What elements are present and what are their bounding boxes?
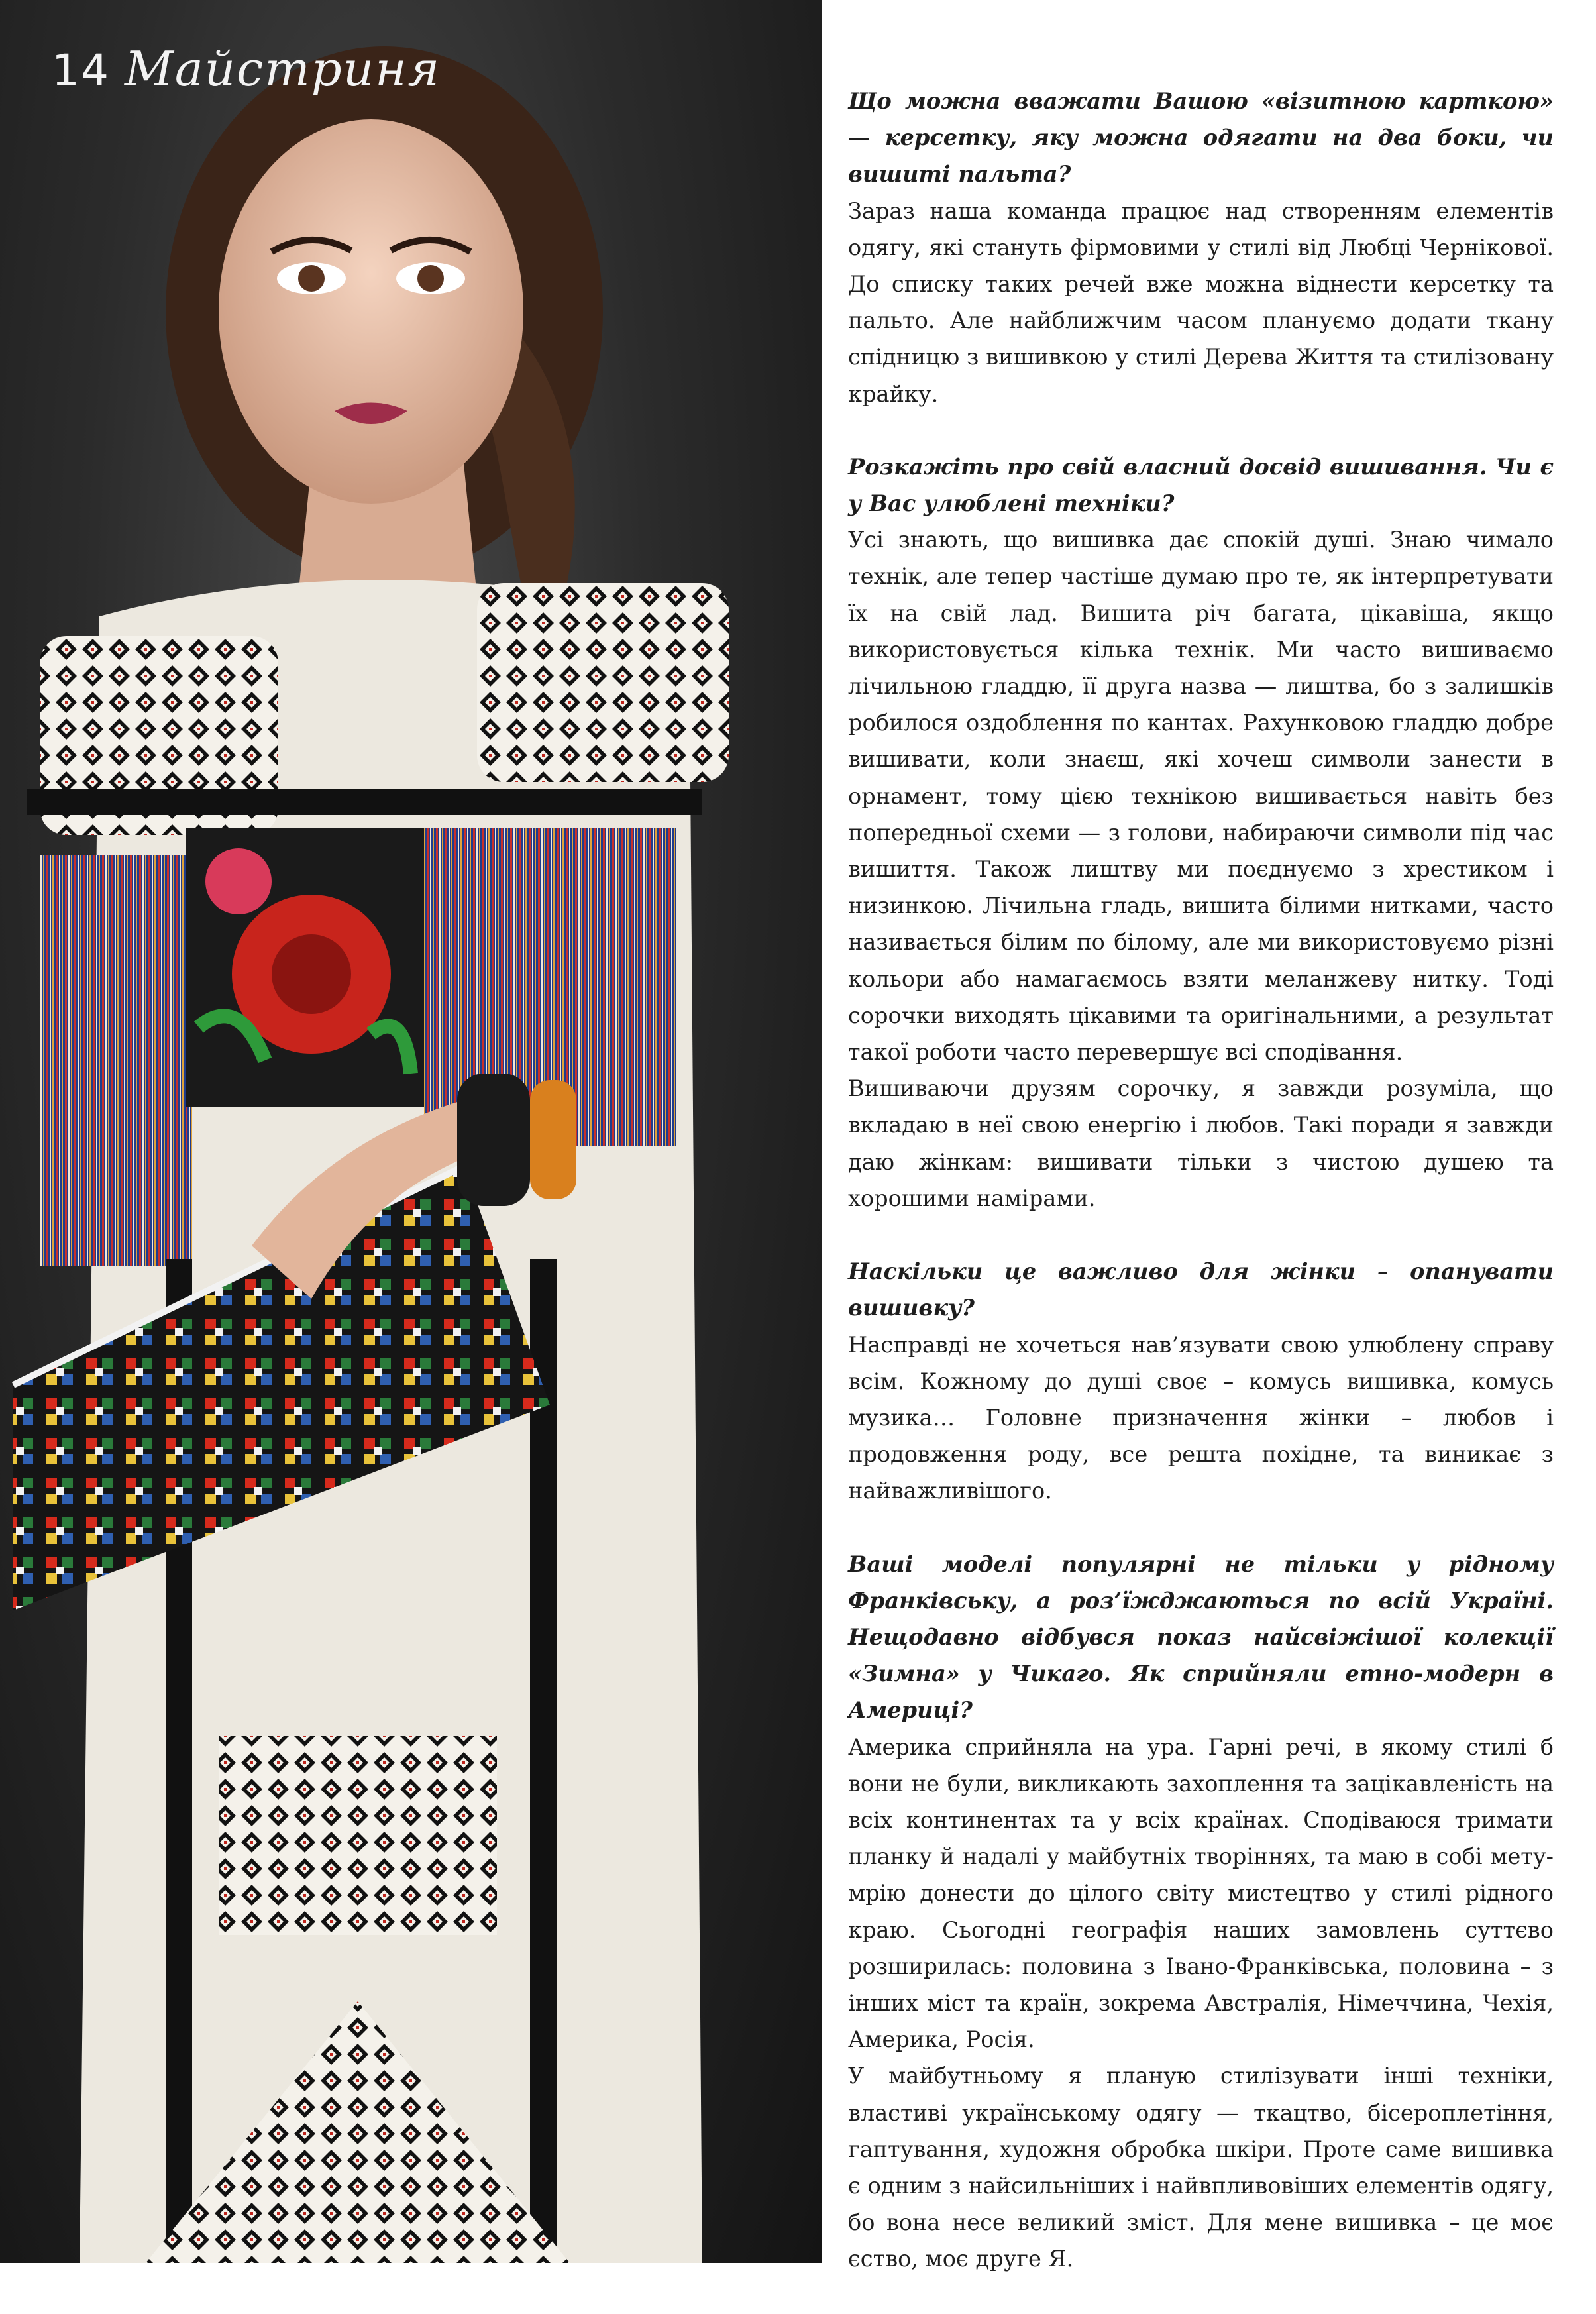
- page-header: [52, 41, 441, 97]
- interview-answer: Насправді не хочеться нав’язувати свою улюблену справу всім. Кожному до душі своє – комусь вишивка, комусь музика… Головне призначення жінки – любов і продовження роду, все решта похідне, та виникає з найважливішого.: [848, 1331, 1554, 1504]
- interview-answer: Усі знають, що вишивка дає спокій душі. Знаю чимало технік, але тепер частіше думаю про те, як інтерпретувати їх на свій лад. Вишита річ багата, цікавіша, якщо використовується кілька технік. Ми часто вишиваємо лічильною гладдю, її друга назва — лиштва, бо з залишків робилося оздоблення по кантах. Рахунковою гладдю добре вишивати, коли знаєш, які хочеш символи занести в орнамент, тому цією технікою вишивається навіть без попередньої схеми — з голови, набираючи символи під час вишиття. Також лиштву ми поєднуємо з хрестиком і низинкою. Лічильна гладь, вишита білими нитками, часто називається білим по білому, але ми використовуємо різні кольори або намагаємось взяти меланжеву нитку. Тоді сорочки виходять цікавими та оригінальними, а результат такої роботи часто перевершує всі сподівання.: [848, 527, 1554, 1066]
- interview-question: Ваші моделі популярні не тільки у рідному Франківську, а роз’їжджаються по всій Україні. Нещодавно відбувся показ найсвіжішої колекції «Зимна» у Чикаго. Як сприйняли етно-модерн в Америці?: [848, 1550, 1554, 1724]
- interview-answer: Зараз наша команда працює над створенням елементів одягу, які стануть фірмовими у стилі від Любці Чернікової. До списку таких речей вже можна віднести керсетку та пальто. Але найближчим часом плануємо додати ткану спідницю з вишивкою у стилі Дерева Життя та стилізовану крайку.: [848, 197, 1554, 407]
- interview-section: [848, 83, 1554, 412]
- interview-question: Що можна вважати Вашою «візитною карткою» — керсетку, яку можна одягати на два боки, чи вишиті пальта?: [848, 87, 1554, 188]
- magazine-title: Майстриня: [124, 41, 441, 97]
- interview-answer: Америка сприйняла на ура. Гарні речі, в якому стилі б вони не були, викликають захоплення та зацікавленість на всіх континентах та у всіх країнах. Сподіваюся тримати планку й надалі у майбутніх творіннях, та маю в собі мету-мрію донести до цілого світу мистецтво у стилі рідного краю. Сьогодні географія наших замовлень суттєво розширилась: половина з Івано-Франківська, половина – з інших міст та країн, зокрема Австралія, Німеччина, Чехія, Америка, Росія.: [848, 1734, 1554, 2053]
- interview-section: [848, 449, 1554, 1217]
- interview-question: Наскільки це важливо для жінки – опанувати вишивку?: [848, 1258, 1554, 1321]
- page-number: 14: [52, 45, 110, 96]
- interview-section: [848, 1253, 1554, 1509]
- interview-section: [848, 1546, 1554, 2278]
- interview-column: [848, 83, 1554, 2314]
- interview-answer: Вишиваючи друзям сорочку, я завжди розуміла, що вкладаю в неї свою енергію і любов. Такі поради я завжди даю жінкам: вишивати тільки з чистою душею та хорошими намірами.: [848, 1075, 1554, 1211]
- interview-answer: У майбутньому я планую стилізувати інші техніки, властиві українському одягу — ткацтво, бісероплетіння, гаптування, художня обробка шкіри. Проте саме вишивка є одним з найсильніших і найвпливовіших елементів одягу, бо вона несе великий зміст. Для мене вишивка – це моє єство, моє друге Я.: [848, 2063, 1554, 2272]
- interview-question: Розкажіть про свій власний досвід вишивання. Чи є у Вас улюблені техніки?: [848, 453, 1554, 517]
